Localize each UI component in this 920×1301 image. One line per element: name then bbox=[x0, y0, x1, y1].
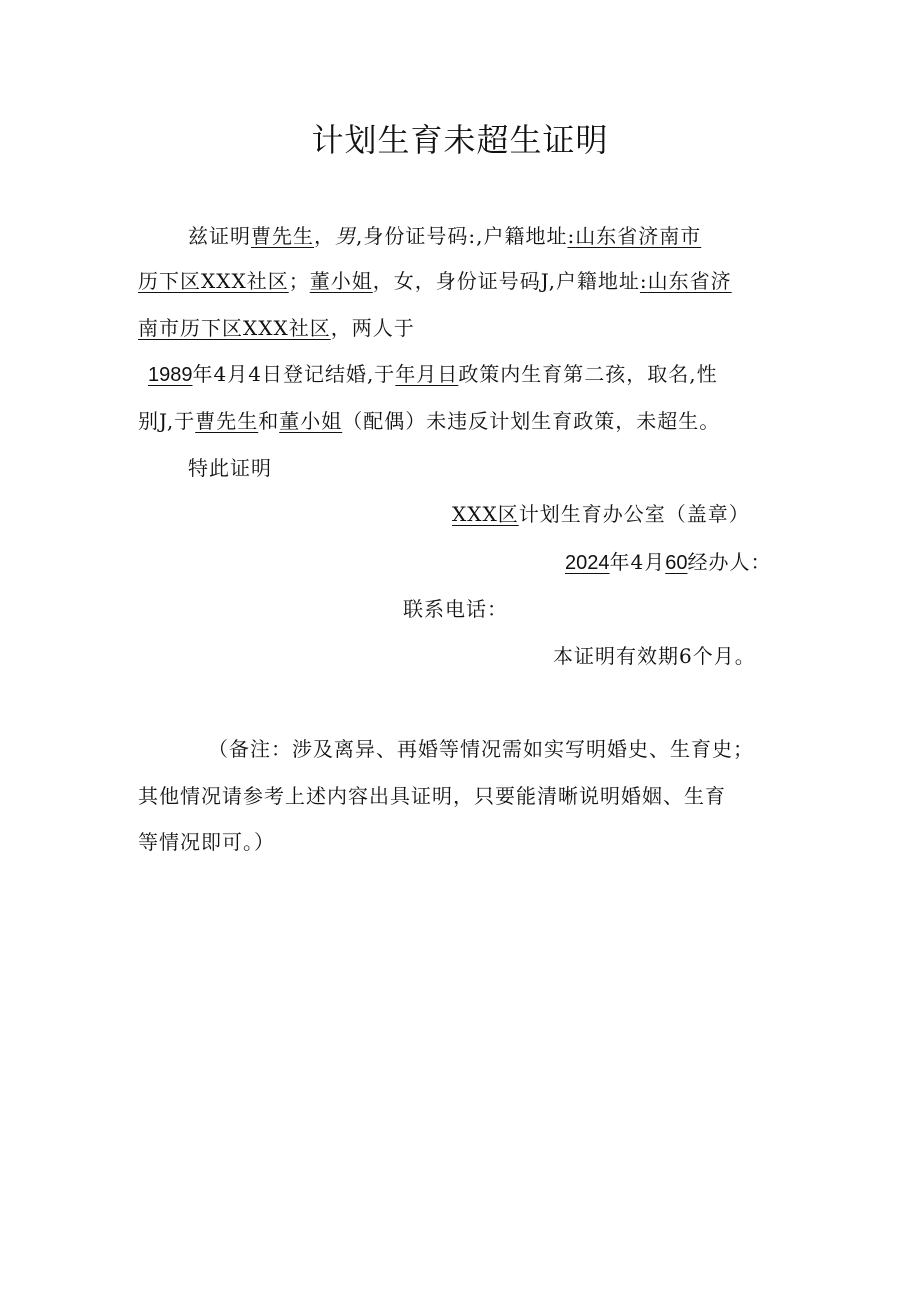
address-field: 山东省济南市 bbox=[575, 224, 702, 248]
gender-field: 男 bbox=[335, 224, 356, 248]
body-line-5 bbox=[138, 407, 788, 435]
remark-line-3: 等情况即可。） bbox=[138, 830, 275, 854]
remark-line-1: （备注：涉及离异、再婚等情况需如实写明婚史、生育史； bbox=[208, 737, 754, 761]
body-line-2 bbox=[138, 267, 788, 295]
body-line-3 bbox=[138, 314, 788, 342]
text-segment: : bbox=[468, 224, 477, 248]
text-segment: 和 bbox=[258, 409, 280, 433]
text-segment: : bbox=[567, 224, 576, 248]
text-segment: 身份证号码 bbox=[363, 224, 469, 248]
document-title: 计划生育未超生证明 bbox=[311, 121, 609, 159]
office-name-field: XXX区 bbox=[452, 502, 519, 526]
text-segment: ，女，身份证号码J,户籍地址 bbox=[372, 269, 640, 293]
date-day-field: 60 bbox=[665, 552, 688, 574]
issue-date-line bbox=[565, 548, 785, 577]
body-line-4 bbox=[148, 360, 798, 389]
spouse-name-field: 董小姐 bbox=[309, 269, 373, 293]
body-line-1 bbox=[138, 222, 788, 250]
text-segment: ，两人于 bbox=[330, 316, 415, 340]
contact-phone-label: 联系电话： bbox=[403, 597, 508, 621]
text-segment: 别J,于 bbox=[138, 409, 196, 433]
text-segment: 经办人： bbox=[687, 550, 772, 574]
spouse-name-field: 董小姐 bbox=[279, 409, 343, 433]
issuing-office bbox=[452, 500, 782, 528]
text-segment: 计划生育办公室（盖章） bbox=[518, 502, 750, 526]
text-segment: 年4月4日登记结婚,于 bbox=[192, 362, 396, 386]
text-segment: 政策内生育第二孩，取名,性 bbox=[458, 362, 718, 386]
address-field: 山东省济 bbox=[647, 269, 732, 293]
text-segment: 兹证明 bbox=[188, 224, 251, 248]
text-segment: , bbox=[356, 224, 364, 248]
address-field: 南市历下区XXX社区 bbox=[138, 316, 331, 340]
text-segment: ； bbox=[288, 269, 310, 293]
marriage-year-field: 1989 bbox=[148, 364, 193, 386]
text-segment: : bbox=[639, 269, 648, 293]
text-segment: （配偶）未违反计划生育政策，未超生。 bbox=[342, 409, 721, 433]
birth-date-field: 年月日 bbox=[395, 362, 459, 386]
date-year-field: 2024 bbox=[565, 552, 610, 574]
closing-statement: 特此证明 bbox=[188, 456, 272, 480]
remark-line-2: 其他情况请参考上述内容出具证明，只要能清晰说明婚姻、生育 bbox=[138, 784, 726, 808]
person-name-field: 曹先生 bbox=[251, 224, 314, 248]
address-field: 历下区XXX社区 bbox=[138, 269, 289, 293]
person-name-field: 曹先生 bbox=[195, 409, 259, 433]
text-segment: 年4月 bbox=[609, 550, 666, 574]
text-segment: ,户籍地址 bbox=[476, 224, 568, 248]
validity-period: 本证明有效期6个月。 bbox=[553, 644, 756, 668]
text-segment: ， bbox=[314, 224, 335, 248]
